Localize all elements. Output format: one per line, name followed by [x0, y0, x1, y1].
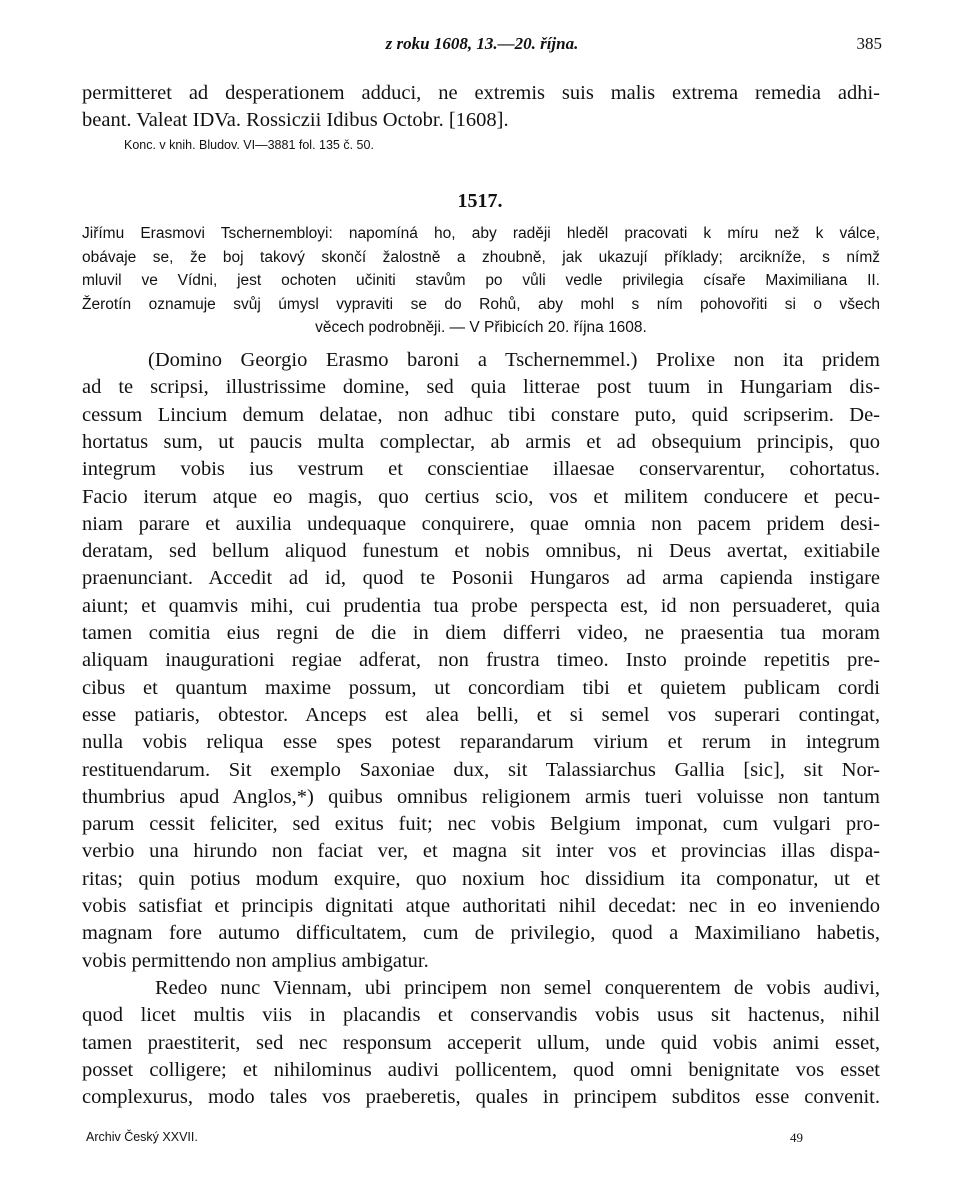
document-number: 1517.: [457, 190, 503, 212]
body-line: vobis satisfiat et principis dignitati atque authoritati nihil decedat: nec in eo inveniendo: [82, 895, 880, 917]
summary-line: obávaje se, že boj takový skončí žalostně a zhoubně, jak ukazují příklady; arcikníže, s nímž: [82, 248, 880, 266]
top-line: beant. Valeat IDVa. Rossiczii Idibus Octobr. [1608].: [82, 109, 509, 131]
body-line: posset colligere; et nihilominus audivi pollicentem, quod omni benignitate vos esset: [82, 1058, 880, 1081]
body-line: tamen comitia eius regni de die in diem differri video, ne praesentia tua moram: [82, 622, 880, 644]
body-line: deratam, sed bellum aliquod funestum et nobis omnibus, ni Deus avertat, exitiabile: [82, 540, 880, 563]
body-line: niam parare et auxilia undequaque conquirere, quae omnia non pacem pridem desi-: [82, 512, 880, 535]
body-line: thumbrius apud Anglos,*) quibus omnibus religionem armis tueri voluisse non tantum: [82, 785, 880, 808]
summary-line: věcech podrobněji. — V Přibicích 20. října 1608.: [315, 319, 647, 336]
body-line: magnam fore autumo difficultatem, cum de privilegio, quod a Maximiliano habetis,: [82, 922, 880, 945]
body-line: aiunt; et quamvis mihi, cui prudentia tua probe perspecta est, id non persuaderet, quia: [82, 594, 880, 617]
body-line: Facio iterum atque eo magis, quo certius scio, vos et militem conducere et pecu-: [82, 485, 880, 508]
running-title: z roku 1608, 13.—20. října.: [385, 34, 579, 53]
body-line: praenunciant. Accedit ad id, quod te Posonii Hungaros ad arma capienda instigare: [82, 567, 880, 590]
footer-signature: 49: [790, 1130, 803, 1145]
body-line: esse patiaris, obtestor. Anceps est alea belli, et si semel vos superari contingat,: [82, 703, 880, 726]
page-number: 385: [856, 34, 882, 53]
summary-line: Jiřímu Erasmovi Tschernembloyi: napomíná ho, aby raději hleděl pracovati k míru než k válce,: [82, 225, 880, 242]
body-line: (Domino Georgio Erasmo baroni a Tschernemmel.) Prolixe non ita pridem: [148, 349, 880, 371]
body-line: restituendarum. Sit exemplo Saxoniae dux, sit Talassiarchus Gallia [sic], sit Nor-: [82, 758, 880, 781]
body-line: cibus et quantum maxime possum, ut concordiam tibi et quietem publicam cordi: [82, 676, 880, 699]
body-line: vobis permittendo non amplius ambigatur.: [82, 949, 429, 972]
body-line: parum cessit feliciter, sed exitus fuit; nec vobis Belgium imponat, cum vulgari pro-: [82, 813, 880, 836]
body-line: hortatus sum, ut paucis multa complectar, ab armis et ad obsequium principis, quo: [82, 430, 880, 453]
body-line: integrum vobis ius vestrum et conscientiae illaesae conservarentur, cohortatus.: [82, 458, 880, 481]
body-line: Redeo nunc Viennam, ubi principem non semel conquerentem de vobis audivi,: [155, 976, 880, 999]
body-line: tamen praestiterit, sed nec responsum acceperit ullum, unde quid vobis animi esset,: [82, 1031, 880, 1054]
body-line: quod licet multis viis in placandis et conservandis vobis usus sit hactenus, nihil: [82, 1004, 880, 1027]
top-line: permitteret ad desperationem adduci, ne extremis suis malis extrema remedia adhi-: [82, 82, 880, 104]
body-line: nulla vobis reliqua esse spes potest reparandarum virium et rerum in integrum: [82, 731, 880, 754]
summary-line: mluvil ve Vídni, jest ochoten učiniti stavům po vůli vedle privilegia císaře Maximiliana II.: [82, 272, 880, 289]
body-line: aliquam inaugurationi regiae adferat, non frustra timeo. Insto proinde repetitis pre-: [82, 649, 880, 672]
footer-volume: Archiv Český XXVII.: [86, 1130, 198, 1144]
body-line: cessum Lincium demum delatae, non adhuc tibi constare puto, quid scripserim. De-: [82, 403, 880, 426]
body-line: ad te scripsi, illustrissime domine, sed quia litterae post tuum in Hungariam dis-: [82, 376, 880, 399]
running-head: [82, 34, 882, 56]
body-line: verbio una hirundo non faciat ver, et magna sit inter vos et provincias illas dispa-: [82, 840, 880, 863]
source-note: Konc. v knih. Bludov. VI—3881 fol. 135 č. 50.: [124, 138, 374, 152]
summary-line: Žerotín oznamuje svůj úmysl vypraviti se do Rohů, aby mohl s ním pohovořiti si o všech: [82, 295, 880, 313]
body-line: complexurus, modo tales vos praeberetis, quales in principem subditos esse convenit.: [82, 1086, 880, 1109]
body-line: ritas; quin potius modum exquire, quo noxium hoc dissidium ita componatur, ut et: [82, 867, 880, 890]
